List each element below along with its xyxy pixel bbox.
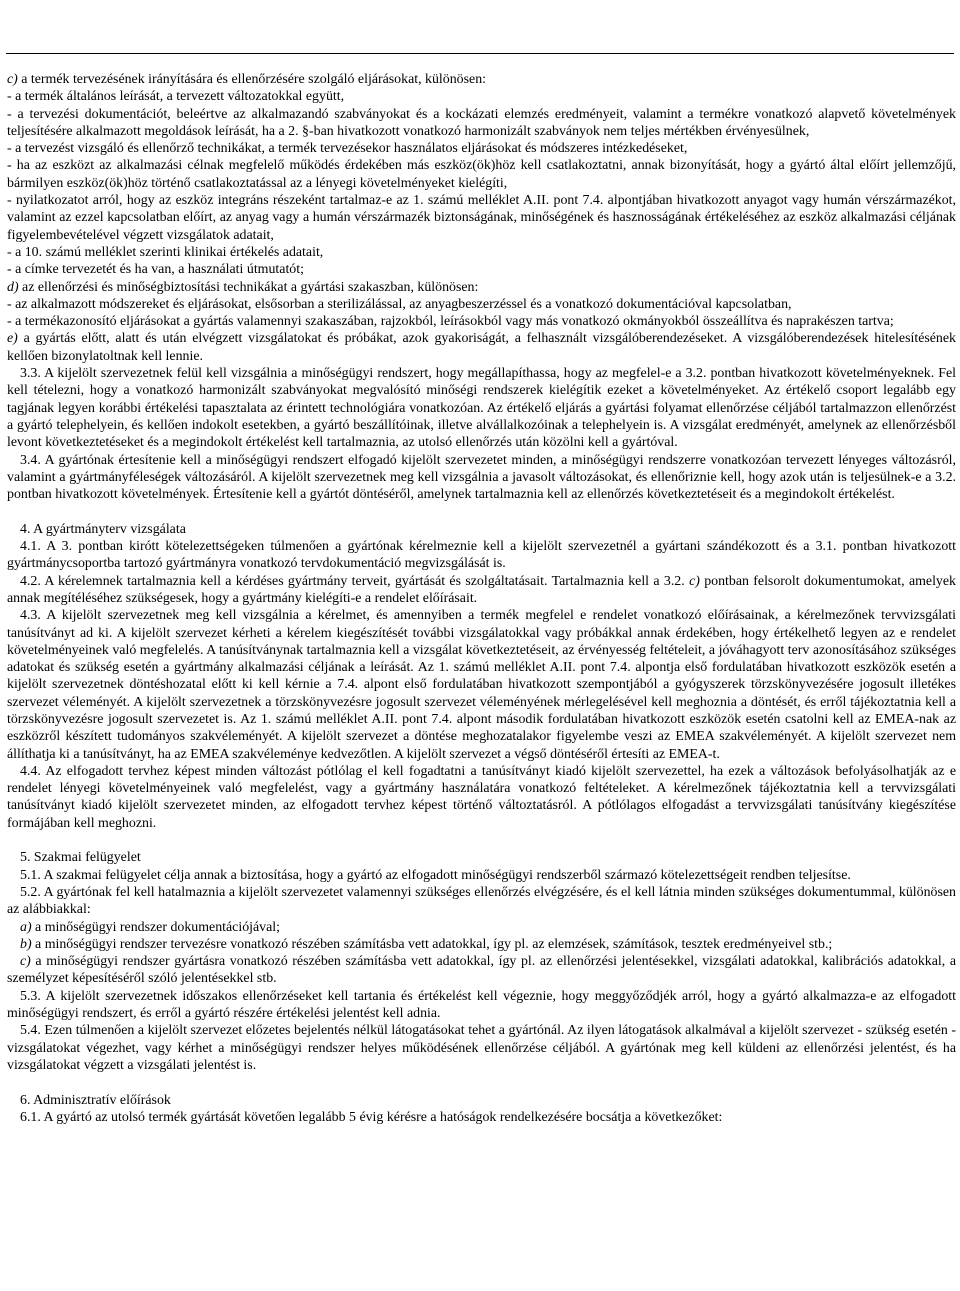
item-letter: c) bbox=[689, 573, 700, 589]
list-item: - a 10. számú melléklet szerinti klinikai értékelés adatait, bbox=[7, 244, 324, 260]
paragraph-4-3: 4.3. A kijelölt szervezetnek meg kell vizsgálnia a kérelmet, és amennyiben a termék megfelel e rendelet vonatkozó előírásainak, a kérelmezőnek tervvizsgálati tanúsítványt ad ki. A kijelölt szervezet kérheti a kérelem kiegészítését további vizsgálatokkal vagy próbákkal annak érdekében, hogy értékelhető legyen az e rendelet követelményeinek való megfelelés. A tanúsítványnak tartalmaznia kell a vizsgálat következtetéseit, az érvényesség feltételeit, a jóváhagyott terv azonosításához szükséges adatokat és szükség esetén a gyártmány alkalmazási céljának a leírását. Az 1. számú melléklet A.II. pont 7.4. alpontja első fordulatában hivatkozott eszközök esetén a kijelölt szervezetnek döntéshozatal előtt ki kell kérnie a 7.4. alpont első fordulatában hivatkozott szempontjából a gyógyszerek törzskönyvezésére jogosult illetékes szervezet véleményét. A kijelölt szervezetnek a törzskönyvezésre jogosult szervezet véleményének mérlegelésével kell meghoznia a döntését, és erről tájékoztatnia kell a törzskönyvezésre jogosult szervezetet is. Az 1. számú melléklet A.II. pont 7.4. alpont második fordulatában hivatkozott eszközök esetén csatolni kell az EMEA-nak az eszközről készített tudományos szakvéleményét. A kijelölt szervezet a döntése meghozatalakor figyelembe veszi az EMEA szakvéleményét. A kijelölt szervezet nem állíthatja ki a tanúsítványt, ha az EMEA szakvéleménye kedvezőtlen. A kijelölt szervezet a végső döntéséről értesíti az EMEA-t. bbox=[7, 608, 956, 762]
paragraph-5-3: 5.3. A kijelölt szervezetnek időszakos ellenőrzéseket kell tartania és értékelést kell végeznie, hogy meggyőződjék arról, hogy a gyártó alkalmazza-e az elfogadott minőségügyi rendszert, és erről a gyártó részére értékelési jelentést kell adnia. bbox=[7, 988, 956, 1022]
list-item: - a tervezési dokumentációt, beleértve az alkalmazandó szabványokat és a kockázati elemzés eredményeit, valamint a termékre vonatkozó alapvető követelmények teljesítésére alkalmazott megoldások leírását, ha a 2. §-ban hivatkozott vonatkozó harmonizált szabványok nem teljes mértékben érvényesülnek, bbox=[7, 106, 956, 139]
paragraph-4-1: 4.1. A 3. pontban kirótt kötelezettségeken túlmenően a gyártónak kérelmeznie kell a kijelölt szervezetnél a gyártani szándékozott és a 3.1. pontban hivatkozott gyártmánycsoportba tartozó gyártmányra vonatkozó tervdokumentáció megvizsgálását is. bbox=[7, 539, 956, 572]
paragraph-3-4: 3.4. A gyártónak értesítenie kell a minőségügyi rendszert elfogadó kijelölt szervezetet minden, a minőségügyi rendszerre vonatkozóan tervezett lényeges változásról, valamint a gyártmányféleségek változásáról. A kijelölt szervezetnek meg kell vizsgálnia a javasolt változásokat, és ellenőriznie kell, hogy azok után is teljesülnek-e a 3.2. pontban hivatkozott követelmények. Értesítenie kell a gyártót döntéséről, amelynek tartalmaznia kell az ellenőrzés következtetéseit és a megindokolt értékelést. bbox=[7, 452, 956, 503]
list-item: - a termékazonosító eljárásokat a gyártás valamennyi szakaszában, rajzokból, leírásokból vagy más vonatkozó okmányokból összeállítva és naprakészen tartva; bbox=[7, 314, 894, 330]
paragraph-4-2 bbox=[7, 573, 956, 608]
page-number: 12. oldal bbox=[906, 35, 954, 50]
paragraph-5-2: 5.2. A gyártónak fel kell hatalmaznia a kijelölt szervezetet valamennyi szükséges ellenőrzés elvégzésére, és el kell látnia minden szükséges dokumentummal, különösen az alábbiakkal: bbox=[7, 884, 956, 918]
document-title: Hatályos - 16/2006. (III. 27.) EüM rendelet - az orvostechnikai eszközökről bbox=[6, 35, 418, 50]
item-letter: c) bbox=[7, 72, 18, 87]
item-letter: e) bbox=[7, 331, 18, 347]
paragraph-c bbox=[7, 71, 956, 88]
paragraph-3-3: 3.3. A kijelölt szervezetnek felül kell vizsgálnia a minőségügyi rendszert, hogy megállapíthassa, hogy az megfelel-e a 3.2. pontban hivatkozott követelményeknek. Fel kell tételezni, hogy a vonatkozó harmonizált szabványokat megvalósító minőségi rendszerek kielégítik ezeket a követelményeket. Az értékelő csoport legalább egy tagjának legyen korábbi értékelési tapasztalata az érintett technológiára vonatkozóan. Az értékelő eljárás a gyártási folyamat ellenőrzése céljából tartalmazzon ellenőrzést a gyártó telephelyein, és kellően indokolt esetekben, a gyártó beszállítóinak, illetve alvállalkozóinak a telephelyein is. A vizsgálat eredményét, amelynek az ellenőrzésből levont következtetéseket és a megindokolt értékelést kell tartalmaznia, az utolsó ellenőrzés után közölni kell a gyártóval. bbox=[7, 366, 956, 451]
paragraph-5-4: 5.4. Ezen túlmenően a kijelölt szervezet előzetes bejelentés nélkül látogatásokat tehet a gyártónál. Az ilyen látogatások alkalmával a kijelölt szervezet - szükség esetén - vizsgálatokat végezhet, vagy kérhet a minőségügyi rendszer helyes működésének ellenőrzése céljából. A gyártónak meg kell küldeni az ellenőrzési jelentést, és ha vizsgálatokat végzett a vizsgálati jelentést is. bbox=[7, 1023, 956, 1073]
paragraph-5-2-b bbox=[7, 936, 956, 953]
closing-date: Lezárva: 2006. április 30. bbox=[6, 0, 146, 14]
list-item: - a tervezést vizsgáló és ellenőrző technikákat, a termék tervezésekor használatos eljárásokat és módszeres intézkedéseket, bbox=[7, 141, 688, 157]
list-item: - a termék általános leírását, a tervezett változatokkal együtt, bbox=[7, 89, 345, 105]
brand-name: CompLex Jogtár Plusz bbox=[812, 0, 954, 15]
section-heading-5: 5. Szakmai felügyelet bbox=[20, 850, 141, 866]
paragraph-4-4: 4.4. Az elfogadott tervhez képest minden változást pótlólag el kell fogadtatni a tanúsítványt kiadó kijelölt szervezettel, ha ezek a változások befolyásolhatják az e rendelet lényegi követelményeinek való megfelelést, vagy a gyártmány használatára vonatkozó feltételeket. A kérelmezőnek tájékoztatnia kell a tervvizsgálati tanúsítványt kiadó kijelölt szervezetet minden, az elfogadott tervhez képest történő változtatásról. A pótlólagos elfogadást a tervvizsgálati tanúsítvány kiegészítése formájában kell meghozni. bbox=[7, 763, 956, 831]
item-text: a minőségügyi rendszer tervezésre vonatkozó részében számításba vett adatokkal, így pl. az elemzések, számítások, tesztek eredményeivel stb.; bbox=[31, 936, 833, 952]
section-heading-6: 6. Adminisztratív előírások bbox=[20, 1092, 171, 1108]
item-text: a minőségügyi rendszer gyártásra vonatkozó részében számításba vett adatokkal, így pl. az ellenőrzési jelentésekkel, vizsgálati adatokkal, kalibrációs adatokkal, a személyzet képesítéséről szóló jelentésekkel stb. bbox=[7, 954, 956, 987]
item-letter: b) bbox=[20, 936, 32, 952]
section-gap bbox=[7, 832, 956, 849]
paragraph-e bbox=[7, 330, 956, 365]
paragraph-5-2-c bbox=[7, 953, 956, 988]
item-letter: c) bbox=[20, 954, 31, 970]
item-text: a gyártás előtt, alatt és után elvégzett vizsgálatokat és próbákat, azok gyakoriságát, a felhasznált vizsgálóberendezéseket. A vizsgálóberendezések hitelesítésének kellően bizonylatoltnak kell lennie. bbox=[7, 331, 956, 364]
paragraph-5-1: 5.1. A szakmai felügyelet célja annak a biztosítása, hogy a gyártó az elfogadott minőségügyi rendszerből származó kötelezettségeit rendben teljesítse. bbox=[20, 867, 851, 883]
paragraph-5-2-a bbox=[7, 919, 956, 936]
section-heading-4: 4. A gyártmányterv vizsgálata bbox=[20, 521, 186, 537]
item-text: a minőségügyi rendszer dokumentációjával; bbox=[31, 919, 280, 935]
header-right bbox=[813, 0, 954, 52]
document-body bbox=[7, 71, 956, 1126]
list-item: - ha az eszközt az alkalmazási célnak megfelelő működés érdekében más eszköz(ök)höz kell csatlakoztatni, annak bizonyítását, hogy a gyártó által előírt jellemzőjű, bármilyen eszköz(ök)höz történő csatlakoztatással az a lényegi követelményeket kielégíti, bbox=[7, 158, 956, 191]
text-run: pontban felsorolt dokumentumokat, amelyek annak megítéléséhez szükségesek, hogy a gyártmány kielégíti-e a rendelet előírásait. bbox=[7, 573, 956, 606]
page-header bbox=[6, 0, 954, 50]
section-gap bbox=[7, 503, 956, 520]
list-item: - az alkalmazott módszereket és eljárásokat, elsősorban a sterilizálással, az anyagbeszerzéssel és a vonatkozó dokumentációval kapcsolatban, bbox=[7, 296, 792, 312]
item-text: az ellenőrzési és minőségbiztosítási technikákat a gyártási szakaszban, különösen: bbox=[18, 279, 479, 295]
header-spacer bbox=[813, 16, 954, 34]
list-item: - a címke tervezetét és ha van, a használati útmutatót; bbox=[7, 262, 304, 278]
item-letter: a) bbox=[20, 919, 32, 935]
item-letter: d) bbox=[7, 279, 19, 295]
item-text: a termék tervezésének irányítására és ellenőrzésére szolgáló eljárásokat, különösen: bbox=[17, 72, 487, 87]
text-run: 4.2. A kérelemnek tartalmaznia kell a kérdéses gyártmány terveit, gyártását és szolgáltatásait. Tartalmaznia kell a 3.2. bbox=[20, 573, 690, 589]
section-gap bbox=[7, 1074, 956, 1091]
header-rule bbox=[6, 53, 954, 54]
header-left bbox=[6, 0, 417, 52]
paragraph-d bbox=[7, 279, 956, 296]
validity: Hatály: 2006.IV.11. - határozatlan bbox=[6, 17, 191, 32]
paragraph-6-1: 6.1. A gyártó az utolsó termék gyártását követően legalább 5 évig kérésre a hatóságok rendelkezésére bocsátja a következőket: bbox=[20, 1109, 723, 1125]
list-item: - nyilatkozatot arról, hogy az eszköz integráns részeként tartalmaz-e az 1. számú melléklet A.II. pont 7.4. alpontjában hivatkozott anyagot vagy humán vérszármazékot, valamint az ezzel kapcsolatban előírt, az anyag vagy a humán vérszármazék biztonságának, minőségének és hasznosságának értékeléséhez az eszköz alkalmazási céljának figyelembevételével végzett vizsgálatok adatait, bbox=[7, 193, 956, 243]
